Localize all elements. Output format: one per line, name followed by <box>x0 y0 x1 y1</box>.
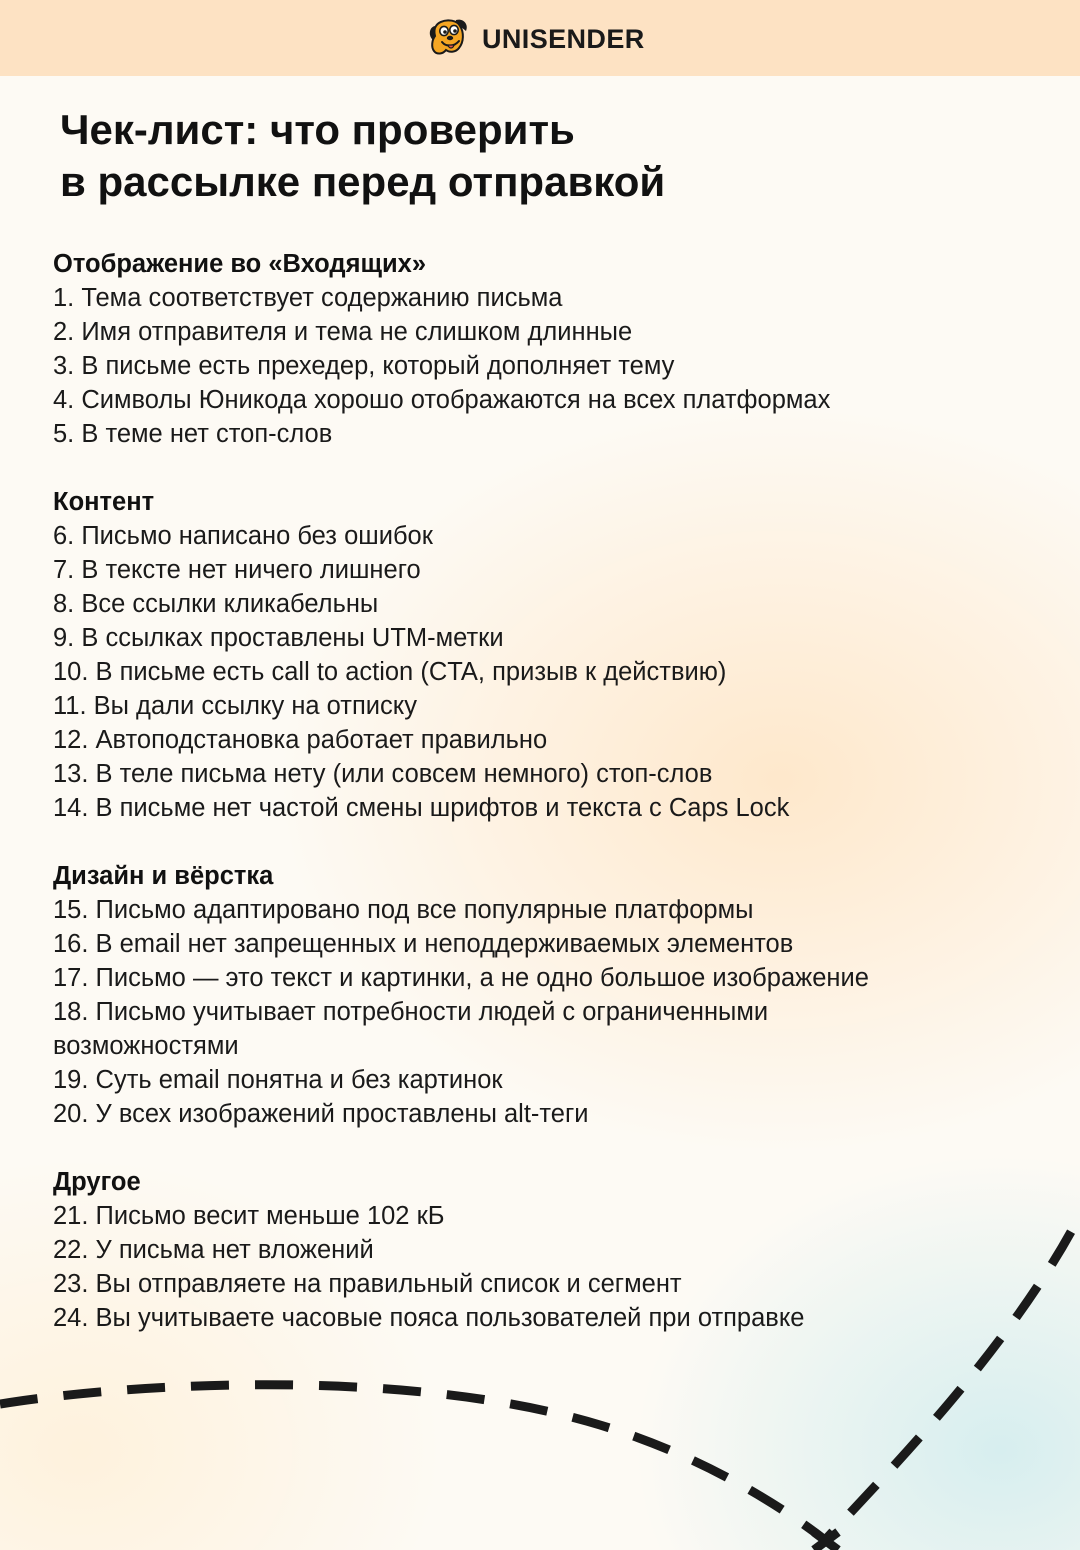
checklist-item: 12. Автоподстановка работает правильно <box>53 726 548 754</box>
checklist-item: 13. В теле письма нету (или совсем немного) стоп-слов <box>53 760 713 788</box>
page-title-line-2: в рассылке перед отправкой <box>60 158 666 205</box>
checklist-item: 17. Письмо — это текст и картинки, а не одно большое изображение <box>53 964 869 992</box>
section-title: Отображение во «Входящих» <box>53 250 427 278</box>
checklist-item: 15. Письмо адаптировано под все популярные платформы <box>53 896 754 924</box>
checklist-item: 6. Письмо написано без ошибок <box>53 522 433 550</box>
checklist-item: 19. Суть email понятна и без картинок <box>53 1066 503 1094</box>
checklist-item: 1. Тема соответствует содержанию письма <box>53 284 563 312</box>
page-title-line-1: Чек-лист: что проверить <box>60 106 575 153</box>
brand-name: UNISENDER <box>482 23 645 54</box>
checklist-item: 23. Вы отправляете на правильный список и сегмент <box>53 1270 682 1298</box>
checklist-item: 4. Символы Юникода хорошо отображаются на всех платформах <box>53 386 831 414</box>
checklist-item: 16. В email нет запрещенных и неподдерживаемых элементов <box>53 930 794 958</box>
checklist-item: 20. У всех изображений проставлены alt-теги <box>53 1100 589 1128</box>
checklist-item: 7. В тексте нет ничего лишнего <box>53 556 421 584</box>
section-title: Другое <box>53 1168 141 1196</box>
checklist-item: 11. Вы дали ссылку на отписку <box>53 692 417 720</box>
section-title: Контент <box>53 488 155 516</box>
checklist-item: 10. В письме есть call to action (CTA, призыв к действию) <box>53 658 727 686</box>
checklist-item: 8. Все ссылки кликабельны <box>53 590 379 618</box>
checklist-item: 18. Письмо учитывает потребности людей с ограниченными возможностями <box>53 998 769 1060</box>
checklist-item: 21. Письмо весит меньше 102 кБ <box>53 1202 445 1230</box>
checklist-item: 14. В письме нет частой смены шрифтов и текста с Caps Lock <box>53 794 790 822</box>
checklist-item: 2. Имя отправителя и тема не слишком длинные <box>53 318 633 346</box>
checklist-item: 24. Вы учитываете часовые пояса пользователей при отправке <box>53 1304 805 1332</box>
checklist-item: 9. В ссылках проставлены UTM-метки <box>53 624 504 652</box>
checklist-item: 5. В теме нет стоп-слов <box>53 420 333 448</box>
checklist-item: 3. В письме есть прехедер, который дополняет тему <box>53 352 675 380</box>
checklist-item: 22. У письма нет вложений <box>53 1236 374 1264</box>
section-title: Дизайн и вёрстка <box>53 862 274 890</box>
